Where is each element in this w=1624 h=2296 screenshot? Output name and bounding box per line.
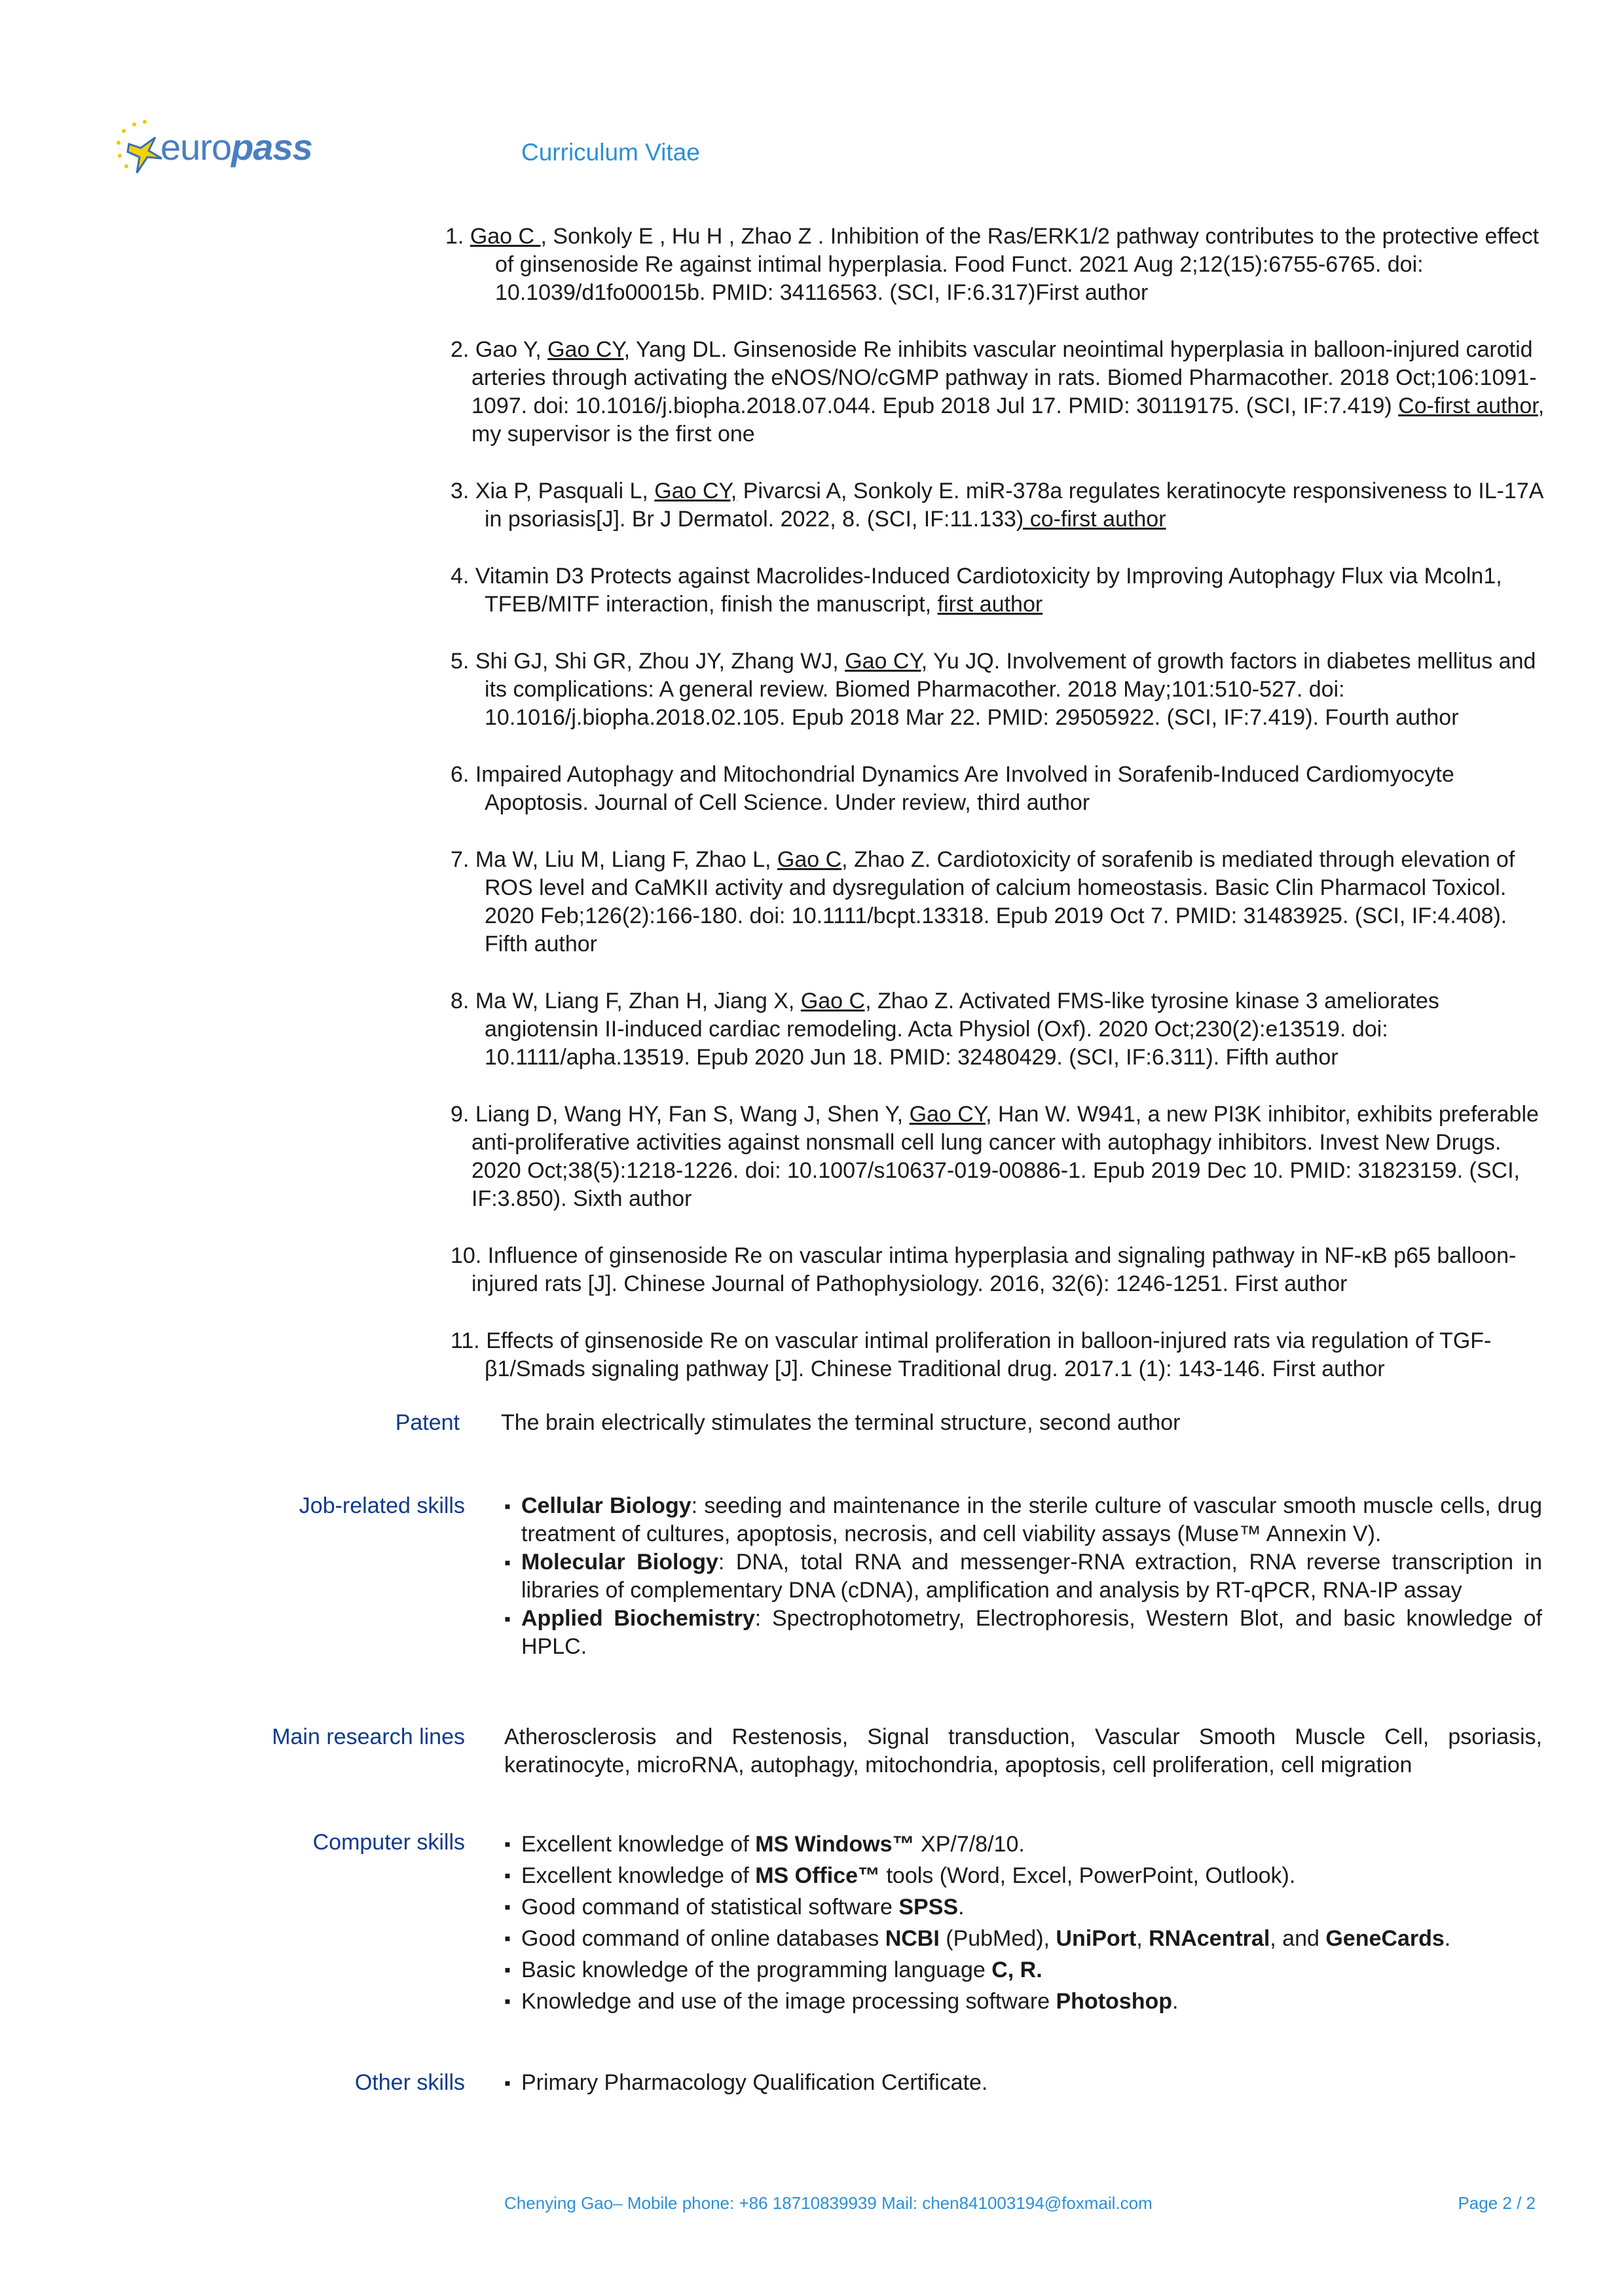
computer-skill-keyword: GeneCards — [1325, 1926, 1445, 1951]
europass-wordmark: europass — [160, 126, 312, 168]
publication-text: Liang D, Wang HY, Fan S, Wang J, Shen Y, — [475, 1102, 910, 1127]
computer-skill-keyword: UniPort — [1056, 1926, 1137, 1951]
section-label-other-skills: Other skills — [354, 2070, 465, 2095]
computer-skill-text: , — [1136, 1926, 1149, 1951]
publication-text: , Sonkoly E , Hu H , Zhao Z . Inhibition of the Ras/ERK1/2 pathway contributes to the protective effect of ginsenoside Re against intimal hyperplasia. Food Funct. 2021 Aug 2;12(15):6755-6765. doi: 10.1039/d1fo00015b. PMID: 34116563. (SCI, IF:6.317)First author — [495, 224, 1540, 305]
section-label-computer-skills: Computer skills — [312, 1830, 465, 1855]
computer-skill-text: . — [958, 1895, 965, 1920]
publication-author-highlight: Gao CY, — [654, 479, 737, 503]
publication-number: 7. — [451, 847, 475, 872]
other-skill-item: ▪ Primary Pharmacology Qualification Certificate. — [504, 2069, 1542, 2097]
computer-skills-list — [504, 1829, 1542, 2017]
job-skill-item — [504, 1548, 1542, 1605]
publication-item — [432, 1101, 1545, 1213]
job-skills-list — [504, 1492, 1542, 1661]
computer-skill-text: Excellent knowledge of — [521, 1863, 756, 1888]
publication-item — [432, 761, 1545, 817]
publication-number: 8. — [451, 989, 475, 1013]
job-skill-item — [504, 1605, 1542, 1661]
publication-item — [432, 647, 1545, 732]
publication-author-highlight: Co-first author — [1398, 393, 1538, 418]
patent-text: The brain electrically stimulates the terminal structure, second author — [501, 1410, 1181, 1435]
computer-skill-text: tools (Word, Excel, PowerPoint, Outlook). — [880, 1863, 1296, 1888]
publication-text: Pivarcsi A, Sonkoly E. miR-378a regulates keratinocyte responsiveness to IL-17A in psoriasis[J]. Br J Dermatol. 2022, 8. (SCI, IF:11.133 — [485, 479, 1543, 532]
publication-text: Impaired Autophagy and Mitochondrial Dynamics Are Involved in Sorafenib-Induced Cardiomyocyte Apoptosis. Journal of Cell Science. Under review, third author — [475, 762, 1454, 815]
section-label-patent: Patent — [395, 1410, 460, 1435]
publication-text: Han W. W941, a new PI3K inhibitor, exhibits preferable anti-proliferative activities against nonsmall cell lung cancer with autophagy inhibitors. Invest New Drugs. 2020 Oct;38(5):1218-1226. doi: 10.1007/s10637-019-00886-1. Epub 2019 Dec 10. PMID: 31823159. (SCI, IF:3.850). Sixth author — [471, 1102, 1539, 1211]
publication-item — [432, 562, 1545, 619]
job-skill-title: Applied Biochemistry — [521, 1606, 755, 1631]
publication-author-highlight: Gao CY, — [845, 649, 928, 674]
publication-author-highlight: Gao CY, — [547, 337, 631, 362]
computer-skill-keyword: NCBI — [885, 1926, 940, 1951]
publication-number: 5. — [451, 649, 475, 674]
publication-text: Ma W, Liang F, Zhan H, Jiang X, — [475, 989, 801, 1013]
computer-skill-text: Basic knowledge of the programming language — [521, 1958, 992, 1982]
publication-number: 9. — [451, 1102, 475, 1127]
computer-skill-item — [504, 1860, 1542, 1891]
publication-text: Shi GJ, Shi GR, Zhou JY, Zhang WJ, — [475, 649, 845, 674]
publication-number: 6. — [451, 762, 475, 787]
computer-skill-text: (PubMed), — [939, 1926, 1056, 1951]
publication-author-highlight: first author — [937, 592, 1043, 617]
computer-skill-item — [504, 1891, 1542, 1923]
publication-text: Yu JQ. Involvement of growth factors in diabetes mellitus and its complications: A general review. Biomed Pharmacother. 2018 May;101:510-527. doi: 10.1016/j.biopha.2018.02.105. Epub 2018 Mar 22. PMID: 29505922. (SCI, IF:7.419). Fourth author — [485, 649, 1536, 730]
publication-text: Influence of ginsenoside Re on vascular intima hyperplasia and signaling pathway in NF-κB p65 balloon-injured rats [J]. Chinese Journal of Pathophysiology. 2016, 32(6): 1246-1251. First author — [471, 1243, 1517, 1296]
publication-item — [432, 1327, 1545, 1383]
publication-author-highlight: Gao CY, — [909, 1102, 992, 1127]
publication-author-highlight: Gao C, — [800, 989, 872, 1013]
publication-number: 1. — [445, 224, 470, 249]
publication-number: 2. — [451, 337, 475, 362]
publication-text: Vitamin D3 Protects against Macrolides-Induced Cardiotoxicity by Improving Autophagy Flux via Mcoln1, TFEB/MITF interaction, finish the manuscript, — [475, 564, 1502, 617]
publication-text: , my supervisor is the first one — [471, 393, 1545, 446]
computer-skill-keyword: MS Office™ — [755, 1863, 881, 1888]
publication-number: 4. — [451, 564, 475, 589]
europass-logo — [115, 118, 350, 190]
research-text: Atherosclerosis and Restenosis, Signal transduction, Vascular Smooth Muscle Cell, psoriasis, keratinocyte, microRNA, autophagy, mitochondria, apoptosis, cell proliferation, cell migration — [504, 1724, 1542, 1777]
job-skill-description: : DNA, total RNA and messenger-RNA extraction, RNA reverse transcription in libraries of complementary DNA (cDNA), amplification and analysis by RT-qPCR, RNA-IP assay — [521, 1550, 1542, 1603]
section-label-job-skills: Job-related skills — [299, 1493, 465, 1518]
computer-skill-keyword: RNAcentral — [1149, 1926, 1270, 1951]
computer-skill-text: Good command of online databases — [521, 1926, 885, 1951]
publication-item — [432, 846, 1545, 958]
computer-skill-keyword: C, R. — [991, 1958, 1043, 1982]
job-skill-description: : seeding and maintenance in the sterile culture of vascular smooth muscle cells, drug treatment of cultures, apoptosis, necrosis, and cell viability assays (Muse™ Annexin V). — [521, 1493, 1542, 1546]
computer-skill-keyword: Photoshop — [1056, 1989, 1173, 2014]
publication-author-highlight: Gao C — [777, 847, 842, 872]
footer-contact: Chenying Gao– Mobile phone: +86 18710839939 Mail: chen841003194@foxmail.com — [504, 2193, 1153, 2213]
publication-text: Gao Y, — [475, 337, 548, 362]
computer-skill-item — [504, 1829, 1542, 1860]
publication-text: Effects of ginsenoside Re on vascular intimal proliferation in balloon-injured rats via regulation of TGF-β1/Smads signaling pathway [J]. Chinese Traditional drug. 2017.1 (1): 143-146. First author — [485, 1328, 1492, 1381]
footer-page-number: Page 2 / 2 — [1458, 2193, 1536, 2213]
computer-skill-keyword: MS Windows™ — [755, 1832, 915, 1857]
publication-item — [432, 336, 1545, 448]
section-label-research: Main research lines — [272, 1724, 465, 1749]
computer-skill-text: . — [1172, 1989, 1179, 2014]
computer-skill-text: . — [1444, 1926, 1451, 1951]
computer-skill-text: Good command of statistical software — [521, 1895, 899, 1920]
publication-number: 3. — [451, 479, 475, 503]
publication-item — [432, 223, 1545, 307]
publication-item — [432, 987, 1545, 1072]
publication-number: 10. — [451, 1243, 488, 1268]
computer-skill-text: XP/7/8/10. — [914, 1832, 1025, 1857]
publication-text: Yang DL. Ginsenoside Re inhibits vascular neointimal hyperplasia in balloon-injured carotid arteries through activating the eNOS/NO/cGMP pathway in rats. Biomed Pharmacother. 2018 Oct;106:1091-1097. doi: 10.1016/j.biopha.2018.07.044. Epub 2018 Jul 17. PMID: 30119175. (SCI, IF:7.419) — [471, 337, 1537, 418]
page-title: Curriculum Vitae — [521, 139, 700, 166]
publication-number: 11. — [451, 1328, 487, 1353]
publication-item — [432, 477, 1545, 534]
publication-text: Ma W, Liu M, Liang F, Zhao L, — [475, 847, 777, 872]
publication-author-highlight: Gao C — [470, 224, 541, 249]
computer-skill-keyword: SPSS — [898, 1895, 959, 1920]
computer-skill-text: Knowledge and use of the image processing software — [521, 1989, 1056, 2014]
publication-text: Xia P, Pasquali L, — [475, 479, 655, 503]
other-skills-list — [504, 2069, 1542, 2097]
computer-skill-text: , and — [1270, 1926, 1326, 1951]
publication-author-highlight: ) co-first author — [1016, 507, 1166, 532]
job-skill-title: Molecular Biology — [521, 1550, 718, 1575]
publication-text: Zhao Z. Activated FMS-like tyrosine kinase 3 ameliorates angiotensin II-induced cardiac remodeling. Acta Physiol (Oxf). 2020 Oct;230(2):e13519. doi: 10.1111/apha.13519. Epub 2020 Jun 18. PMID: 32480429. (SCI, IF:6.311). Fifth author — [485, 989, 1439, 1070]
computer-skill-text: Excellent knowledge of — [521, 1832, 756, 1857]
job-skill-title: Cellular Biology — [521, 1493, 692, 1518]
publication-text: , Zhao Z. Cardiotoxicity of sorafenib is mediated through elevation of ROS level and CaMKII activity and dysregulation of calcium homeostasis. Basic Clin Pharmacol Toxicol. 2020 Feb;126(2):166-180. doi: 10.1111/bcpt.13318. Epub 2019 Oct 7. PMID: 31483925. (SCI, IF:4.408). Fifth author — [485, 847, 1515, 957]
job-skill-item — [504, 1492, 1542, 1548]
publication-item — [432, 1242, 1545, 1298]
computer-skill-item — [504, 1954, 1542, 1986]
job-skill-description: : Spectrophotometry, Electrophoresis, Western Blot, and basic knowledge of HPLC. — [521, 1606, 1543, 1659]
publication-list — [432, 223, 1545, 1412]
computer-skill-item — [504, 1923, 1542, 1954]
computer-skill-item — [504, 1986, 1542, 2017]
